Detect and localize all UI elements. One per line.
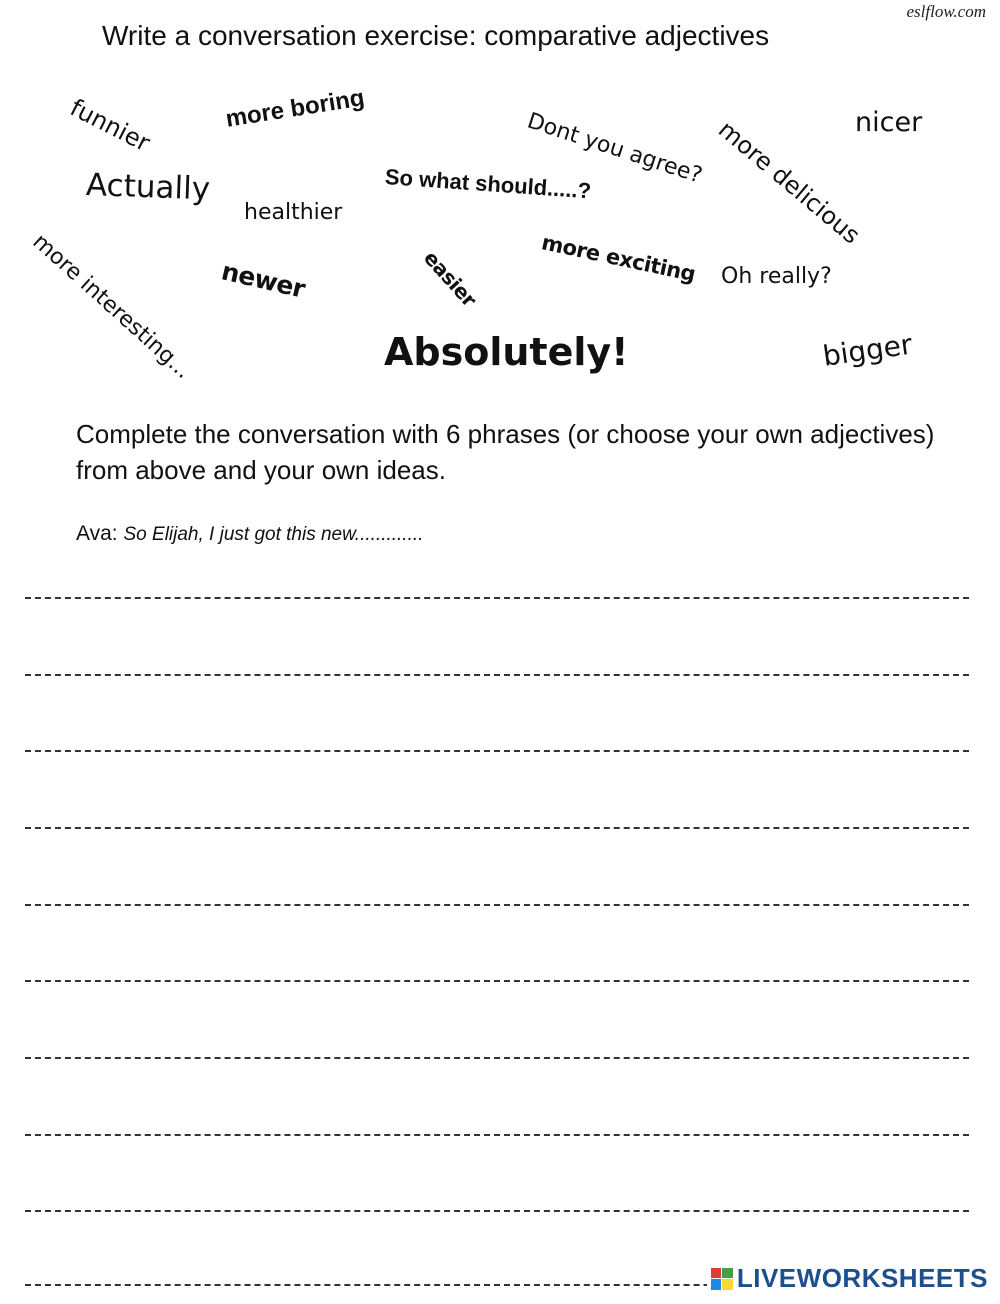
answer-line[interactable] bbox=[25, 674, 969, 676]
answer-line[interactable] bbox=[25, 1057, 969, 1059]
answer-line[interactable] bbox=[25, 597, 969, 599]
word-absolutely: Absolutely! bbox=[384, 330, 629, 374]
answer-line[interactable] bbox=[25, 750, 969, 752]
page-title: Write a conversation exercise: comparative adjectives bbox=[102, 20, 770, 51]
word-bigger: bigger bbox=[820, 327, 915, 373]
word-actually: Actually bbox=[85, 167, 211, 208]
word-more-boring: more boring bbox=[223, 84, 367, 133]
eslflow-watermark: eslflow.com bbox=[906, 2, 986, 21]
speaker-label: Ava: bbox=[76, 522, 118, 545]
word-more-exciting: more exciting bbox=[539, 230, 698, 287]
word-more-interesting: more interesting... bbox=[27, 229, 196, 384]
answer-line[interactable] bbox=[25, 1134, 969, 1136]
word-newer: newer bbox=[218, 256, 308, 304]
word-oh-really: Oh really? bbox=[721, 264, 832, 289]
word-healthier: healthier bbox=[244, 200, 343, 225]
brand-name: LIVEWORKSHEETS bbox=[736, 1263, 988, 1293]
word-so-what-should: So what should.....? bbox=[384, 164, 592, 204]
instructions: Complete the conversation with 6 phrases (or choose your own adjectives) from above and your own ideas. bbox=[76, 419, 935, 485]
liveworksheets-logo-icon bbox=[711, 1268, 733, 1290]
answer-line[interactable] bbox=[25, 827, 969, 829]
word-dont-you-agree: Dont you agree? bbox=[524, 108, 706, 189]
word-nicer: nicer bbox=[855, 107, 923, 138]
answer-line[interactable] bbox=[25, 1210, 969, 1212]
word-easier: easier bbox=[419, 245, 482, 312]
word-funnier: funnier bbox=[65, 93, 155, 158]
starter-line: So Elijah, I just got this new............. bbox=[123, 524, 424, 545]
answer-line[interactable] bbox=[25, 904, 969, 906]
liveworksheets-brand bbox=[707, 1261, 992, 1296]
word-more-delicious: more delicious bbox=[713, 115, 866, 250]
answer-line[interactable] bbox=[25, 980, 969, 982]
conversation-starter bbox=[76, 522, 423, 546]
